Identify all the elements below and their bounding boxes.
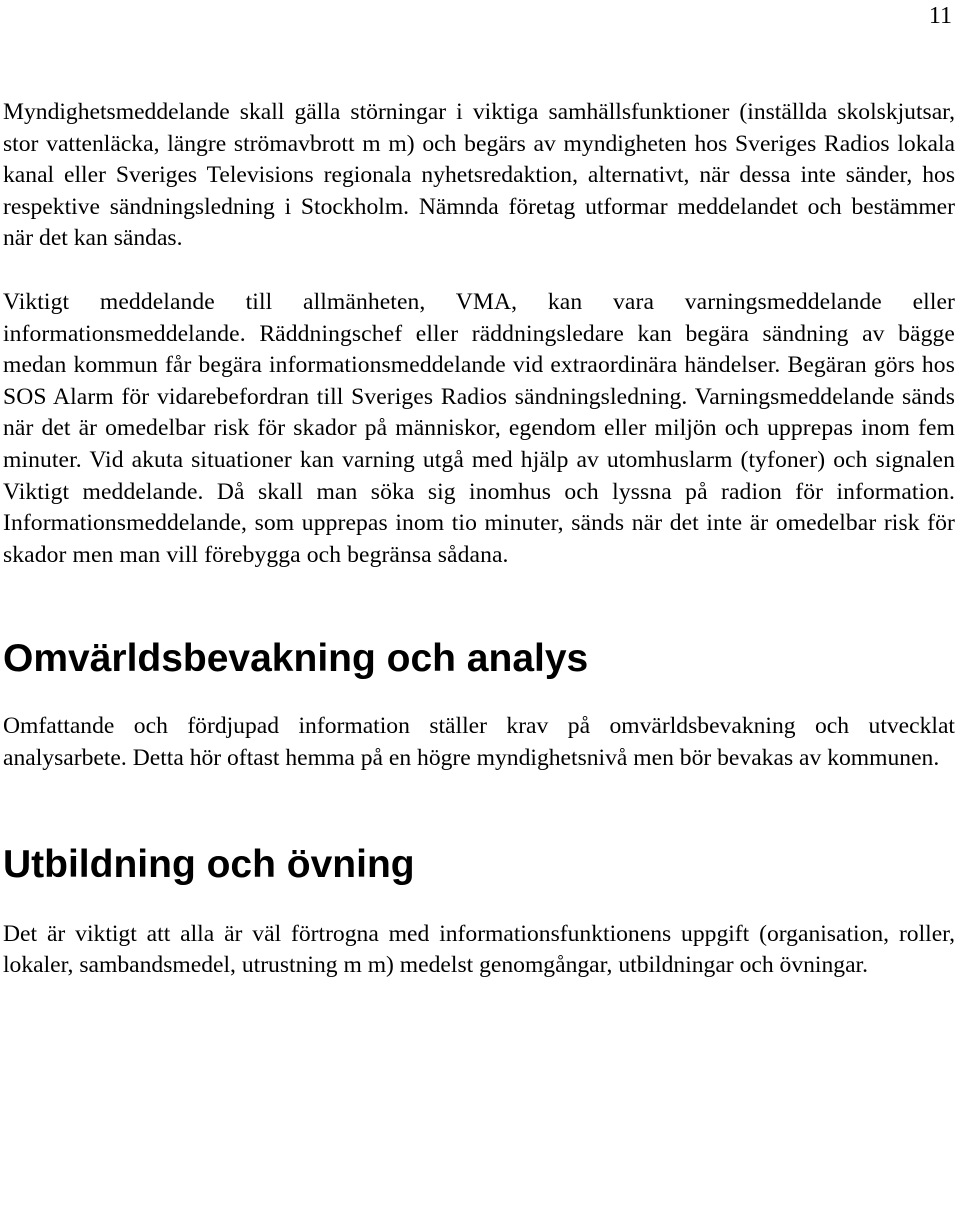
paragraph-omvarldsbevakning: Omfattande och fördjupad information ställer krav på omvärldsbevakning och utvecklat analysarbete. Detta hör oftast hemma på en högre myndighetsnivå men bör bevakas av kommunen. xyxy=(3,713,955,771)
page-number: 11 xyxy=(928,3,952,29)
paragraph-myndighetsmeddelande: Myndighetsmeddelande skall gälla störningar i viktiga samhällsfunktioner (inställda skolskjutsar, stor vattenläcka, längre strömavbrott m m) och begärs av myndigheten hos Sveriges Radios lokala kanal eller Sveriges Televisions regionala nyhetsredaktion, alternativt, när dessa inte sänder, hos respektive sändningsledning i Stockholm. Nämnda företag utformar meddelandet och bestämmer när det kan sändas. xyxy=(3,99,955,252)
document-body xyxy=(3,97,955,982)
paragraph-vma: Viktigt meddelande till allmänheten, VMA, kan vara varningsmeddelande eller informationsmeddelande. Räddningschef eller räddningsledare kan begära sändning av bägge medan kommun får begära informationsmeddelande vid extraordinära händelser. Begäran görs hos SOS Alarm för vidarebefordran till Sveriges Radios sändningsledning. Varningsmeddelande sänds när det är omedelbar risk för skador på människor, egendom eller miljön och upprepas inom fem minuter. Vid akuta situationer kan varning utgå med hjälp av utomhuslarm (tyfoner) och signalen Viktigt meddelande. Då skall man söka sig inomhus och lyssna på radion för information. Informationsmeddelande, som upprepas inom tio minuter, sänds när det inte är omedelbar risk för skador men man vill förebygga och begränsa sådana. xyxy=(3,288,955,568)
paragraph-utbildning: Det är viktigt att alla är väl förtrogna med informationsfunktionens uppgift (organisation, roller, lokaler, sambandsmedel, utrustning m m) medelst genomgångar, utbildningar och övningar. xyxy=(3,920,955,979)
section-heading-omvarldsbevakning: Omvärldsbevakning och analys xyxy=(3,637,589,681)
section-heading-utbildning: Utbildning och övning xyxy=(3,842,415,886)
